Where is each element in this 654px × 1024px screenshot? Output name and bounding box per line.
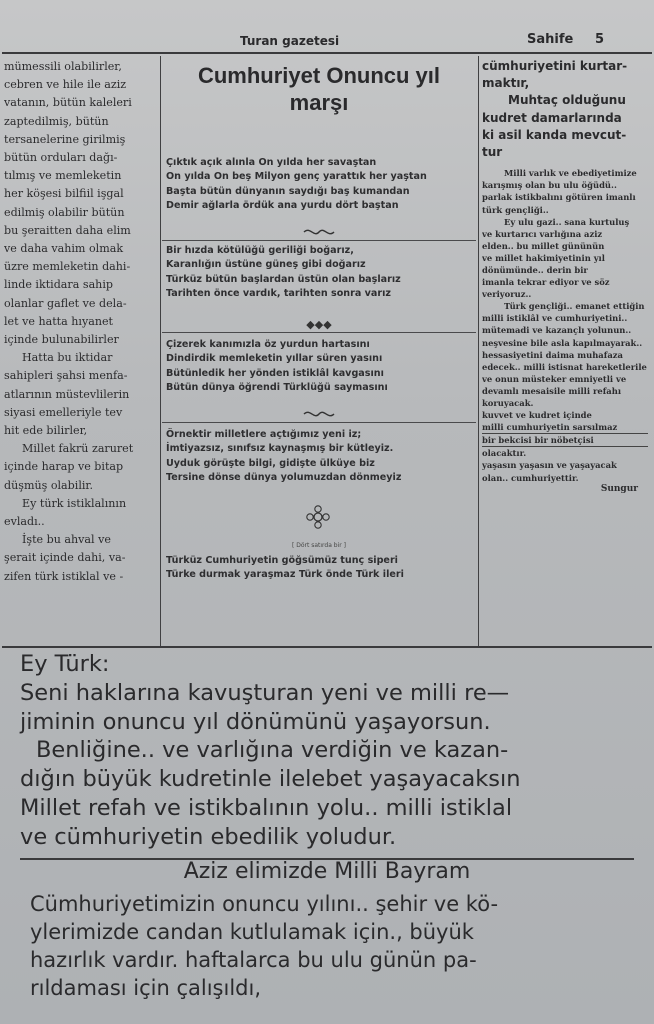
proclamation-line: Benliğine.. ve varlığına verdiğin ve kazan- <box>36 737 509 764</box>
verse-line: Tarihten önce vardık, tarihten sonra varız <box>166 287 392 299</box>
right-line: mütemadi ve kazançlı yolunun.. <box>482 325 632 336</box>
anthem-stanza-5 <box>166 554 476 583</box>
section-rule <box>2 646 652 648</box>
right-line: imanla tekrar ediyor ve söz <box>482 277 610 288</box>
fine-print-note: [ Dört satırda bir ] <box>291 542 347 549</box>
stanza-divider <box>162 332 476 333</box>
left-line: şerait içinde dahi, va- <box>4 551 126 565</box>
verse-line: Bütün dünya öğrendi Türklüğü saymasını <box>166 381 388 393</box>
left-line: vatanın, bütün kaleleri <box>4 96 132 110</box>
left-line: İşte bu ahval ve <box>22 533 111 547</box>
ornament-flourish-icon <box>302 226 336 238</box>
verse-line: Karanlığın üstüne güneş gibi doğarız <box>166 259 366 271</box>
verse-line: Bütünledik her yönden istiklâl kavgasını <box>166 367 384 379</box>
right-line: ve kurtarıcı varlığına aziz <box>482 228 603 239</box>
right-line: cümhuriyetini kurtar- <box>482 59 628 73</box>
right-line: tur <box>482 145 503 160</box>
left-article-column <box>4 58 160 643</box>
anthem-stanza-1 <box>166 156 476 213</box>
newspaper-name: Turan gazetesi <box>240 34 340 48</box>
proclamation-line: Ey Türk: <box>20 651 110 677</box>
ornament-diamonds: ◆◆◆ <box>306 318 332 331</box>
verse-line: İmtiyazsız, sınıfsız kaynaşmış bir kütleyiz. <box>166 443 394 455</box>
right-line: milli istiklâl ve cumhuriyetini.. <box>482 313 628 324</box>
stanza-divider <box>162 240 476 241</box>
verse-line: Örnektir milletlere açtığımız yeni iz; <box>166 429 362 440</box>
right-line: olan.. cumhuriyettir. <box>482 472 579 483</box>
anthem-column <box>162 56 476 646</box>
anthem-stanza-4 <box>166 428 476 485</box>
proclamation-line: Millet refah ve istikbalının yolu.. milli istiklal <box>20 794 513 821</box>
right-line: ve millet hakimiyetinin yıl <box>482 252 605 263</box>
right-line: edecek.. milli istisnat hareketlerile <box>482 361 647 372</box>
aziz-line: Cümhuriyetimizin onuncu yılını.. şehir ve kö- <box>30 892 499 916</box>
right-line: parlak istikbalını götüren imanlı <box>482 192 636 203</box>
right-line: devamlı mesaisile milli refahı <box>482 385 621 396</box>
right-line: ki asil kanda mevcut- <box>482 127 627 142</box>
left-line: evladı.. <box>4 515 45 529</box>
right-body-text <box>482 167 648 483</box>
right-line: kuvvet ve kudret içinde <box>482 410 592 421</box>
right-line: türk gençliği.. <box>482 204 549 215</box>
left-line: linde iktidara sahip <box>4 278 113 292</box>
verse-line: Dindirdik memleketin yıllar süren yasını <box>166 353 383 365</box>
left-line: tılmış ve memleketin <box>4 169 122 183</box>
verse-line: Türke durmak yaraşmaz Türk önde Türk ileri <box>166 569 404 581</box>
right-line: olacaktır. <box>482 448 527 459</box>
left-line: Ey türk istiklalının <box>22 496 127 510</box>
ey-turk-proclamation <box>20 650 640 852</box>
left-line: edilmiş olabilir bütün <box>4 205 125 219</box>
left-line: ve daha vahim olmak <box>4 242 124 256</box>
left-line: içinde harap ve bitap <box>4 460 124 474</box>
left-line: her köşesi bilfiil işgal <box>4 187 124 201</box>
verse-line: Çizerek kanımızla öz yurdun hartasını <box>166 339 370 350</box>
left-line: mümessili olabilirler, <box>4 60 122 73</box>
left-line: düşmüş olabilir. <box>4 478 94 492</box>
right-line: ve onun müsteker emniyetli ve <box>482 373 627 384</box>
right-line: bir bekcisi bir nöbetçisi <box>482 434 648 447</box>
left-line: sahipleri şahsi menfa- <box>4 369 128 383</box>
right-line: milli cumhuriyetin sarsılmaz <box>482 421 648 434</box>
right-line: hessasiyetini daima muhafaza <box>482 349 623 360</box>
column-divider-left <box>160 56 161 646</box>
right-article-column <box>482 58 648 643</box>
aziz-line: rıldaması için çalışıldı, <box>30 976 262 1000</box>
left-line: zaptedilmiş, bütün <box>4 114 109 128</box>
verse-line: On yılda On beş Milyon genç yarattık her yaştan <box>166 171 427 183</box>
left-line: cebren ve hile ile aziz <box>4 78 127 92</box>
right-line: veriyoruz.. <box>482 289 532 300</box>
ornament-flourish-icon <box>302 408 336 420</box>
anthem-stanza-3 <box>166 338 476 395</box>
aziz-line: ylerimizde candan kutlulamak için., büyük <box>30 920 474 944</box>
left-line: Hatta bu iktidar <box>22 351 113 365</box>
left-line: atlarının müstevlilerin <box>4 387 130 401</box>
page-number: 5 <box>595 32 605 47</box>
page-label: Sahife <box>527 32 574 47</box>
right-line: neşvesine bile asla kapılmayarak.. <box>482 337 643 348</box>
right-line: yaşasın yaşasın ve yaşayacak <box>482 460 617 471</box>
right-line: Muhtaç olduğunu <box>508 93 626 108</box>
left-line: içinde bulunabilirler <box>4 333 119 347</box>
right-line: elden.. bu millet gününün <box>482 240 605 251</box>
anthem-title-line: marşı <box>289 90 349 115</box>
right-line: dönümünde.. derin bir <box>482 264 588 275</box>
verse-line: Demir ağlarla ördük ana yurdu dört baştan <box>166 199 399 211</box>
page-header <box>0 30 654 52</box>
proclamation-line: ve cümhuriyetin ebedilik yoludur. <box>20 823 397 850</box>
right-line: karışmış olan bu ulu öğüdü.. <box>482 180 617 191</box>
left-line: bu şeraitten daha elim <box>4 223 131 237</box>
left-line: bütün orduları dağı- <box>4 151 118 165</box>
verse-line: Bir hızda kötülüğü geriliği boğarız, <box>166 245 354 256</box>
proclamation-line: dığın büyük kudretinle ilelebet yaşayacaksın <box>20 766 521 793</box>
stanza-divider <box>162 422 476 423</box>
left-line: tersanelerine girilmiş <box>4 132 126 146</box>
left-line: let ve hatta hıyanet <box>4 314 114 328</box>
author-signature: Sungur <box>600 483 638 494</box>
right-line: Türk gençliği.. emanet ettiğin <box>504 301 645 312</box>
header-rule <box>2 52 652 54</box>
proclamation-line: Seni haklarına kavuşturan yeni ve milli re— <box>20 679 510 706</box>
left-line: olanlar gaflet ve dela- <box>4 296 127 310</box>
left-line: üzre memleketin dahi- <box>4 260 131 274</box>
verse-line: Başta bütün dünyanın saydığı baş kumandan <box>166 185 410 197</box>
verse-line: Tersine dönse dünya yolumuzdan dönmeyiz <box>166 471 402 483</box>
right-line: Milli varlık ve ebediyetimize <box>504 168 637 179</box>
anthem-title <box>162 62 476 116</box>
column-divider-right <box>478 56 479 646</box>
verse-line: Türküz Cumhuriyetin göğsümüz tunç siperi <box>166 555 398 566</box>
aziz-headline: Aziz elimizde Milli Bayram <box>183 859 471 884</box>
proclamation-line: jiminin onuncu yıl dönümünü yaşayorsun. <box>20 708 491 735</box>
anthem-stanza-2 <box>166 244 476 301</box>
left-line: siyasi emelleriyle tev <box>4 405 123 419</box>
aziz-line: hazırlık vardır. haftalarca bu ulu günün pa- <box>30 948 477 972</box>
verse-line: Uyduk görüşte bilgi, gidişte ülküye biz <box>166 457 375 469</box>
right-headline-text <box>482 58 648 161</box>
aziz-article-body <box>30 890 640 1002</box>
left-line: zifen türk istiklal ve - <box>4 569 124 583</box>
anthem-title-line: Cumhuriyet Onuncu yıl <box>197 63 441 88</box>
floral-emblem-icon <box>305 504 331 530</box>
right-line: kudret damarlarında <box>482 110 622 125</box>
left-line: Millet fakrü zaruret <box>22 442 134 456</box>
verse-line: Çıktık açık alınla On yılda her savaştan <box>166 157 377 168</box>
left-line: hit ede bilirler, <box>4 424 88 438</box>
right-line: maktır, <box>482 76 530 91</box>
right-line: koruyacak. <box>482 398 534 408</box>
verse-line: Türküz bütün başlardan üstün olan başlarız <box>166 273 401 285</box>
right-line: Ey ulu gazi.. sana kurtuluş <box>504 216 630 227</box>
